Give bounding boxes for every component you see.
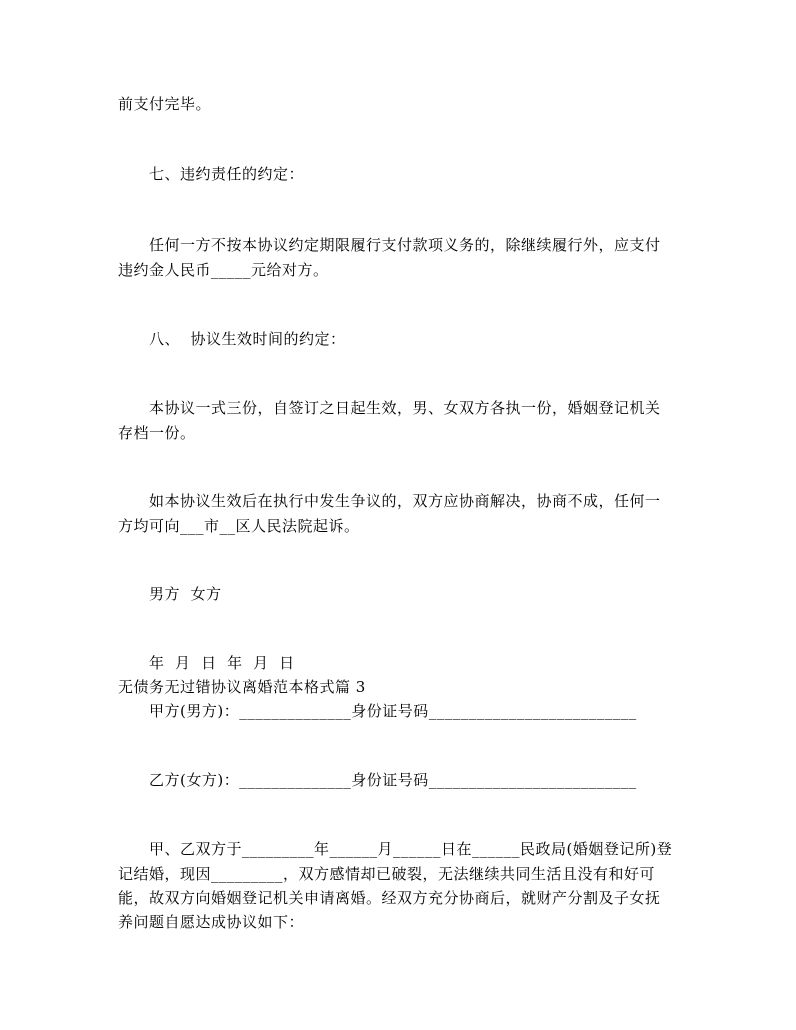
signature-parties: 男方 女方 bbox=[149, 585, 222, 603]
paragraph-line: 甲、乙双方于_________年______月______日在______民政局(婚姻登记所)登 bbox=[149, 840, 673, 858]
signature-dates: 年 月 日 年 月 日 bbox=[149, 654, 295, 672]
paragraph-line: 方均可向___市__区人民法院起诉。 bbox=[118, 517, 360, 535]
paragraph-line: 前支付完毕。 bbox=[118, 95, 212, 113]
party-a-line: 甲方(男方)：______________身份证号码__________________________ bbox=[149, 702, 637, 720]
paragraph-line: 如本协议生效后在执行中发生争议的，双方应协商解决，协商不成，任何一 bbox=[149, 492, 661, 510]
paragraph-line: 能，故双方向婚姻登记机关申请离婚。经双方充分协商后，就财产分割及子女抚 bbox=[118, 889, 661, 907]
paragraph-line: 违约金人民币_____元给对方。 bbox=[118, 261, 329, 279]
section-heading-breach: 七、违约责任的约定： bbox=[149, 165, 305, 183]
paragraph-line: 任何一方不按本协议约定期限履行支付款项义务的，除继续履行外，应支付 bbox=[149, 236, 661, 254]
paragraph-line: 存档一份。 bbox=[118, 424, 196, 442]
paragraph-line: 记结婚，现因_________，双方感情却已破裂，无法继续共同生活且没有和好可 bbox=[118, 865, 656, 883]
section-heading-effective: 八、 协议生效时间的约定： bbox=[149, 330, 346, 348]
document-title: 无债务无过错协议离婚范本格式篇 3 bbox=[118, 678, 366, 696]
paragraph-line: 养问题自愿达成协议如下： bbox=[118, 913, 305, 931]
party-b-line: 乙方(女方)：______________身份证号码__________________________ bbox=[149, 771, 637, 789]
paragraph-line: 本协议一式三份，自签订之日起生效，男、女双方各执一份，婚姻登记机关 bbox=[149, 399, 661, 417]
